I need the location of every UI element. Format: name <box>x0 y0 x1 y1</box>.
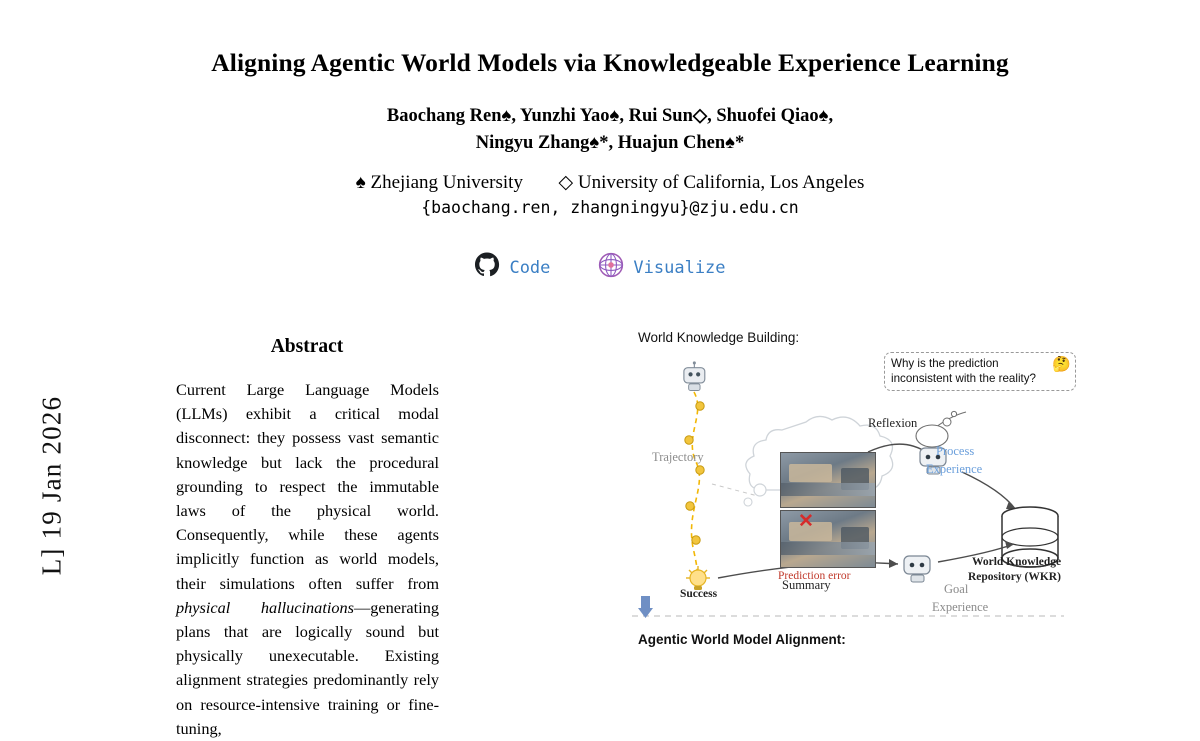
thinking-face-icon: 🤔 <box>1052 356 1071 373</box>
abstract-heading: Abstract <box>270 336 344 357</box>
label-process-experience-line1: Process <box>936 444 975 458</box>
affiliations <box>150 170 1070 196</box>
resource-links <box>0 252 1200 283</box>
label-reflexion: Reflexion <box>868 416 918 430</box>
abstract-part-1: Current Large Language Models (LLMs) exhibit a critical modal disconnect: they possess vast semantic knowledge but lack the procedural grounding to respect the immutable laws of the physical world. Consequently, while these agents implicitly function as world models, their simulations often suffer from <box>176 380 439 593</box>
author-list <box>150 103 1070 157</box>
label-process-experience-line2: Experience <box>926 462 983 476</box>
code-link-label: Code <box>509 257 551 278</box>
teaser-figure <box>632 330 1071 648</box>
arxiv-vertical-stamp: L] 19 Jan 2026 <box>36 395 67 576</box>
label-summary: Summary <box>782 578 831 592</box>
affiliation-2: University of California, Los Angeles <box>577 172 865 193</box>
label-wkr-line1: World Knowledge <box>972 556 1062 568</box>
reflexion-question-bubble: Why is the prediction inconsistent with the reality? 🤔 <box>884 352 1076 391</box>
visualize-link-label: Visualize <box>633 257 726 278</box>
affiliation-symbol-1: ♠ <box>355 172 366 193</box>
visualize-globe-icon <box>598 252 624 283</box>
label-goal-experience-line2: Experience <box>932 600 989 614</box>
author-line-2: Ningyu Zhang♠*, Huajun Chen♠* <box>475 133 745 153</box>
code-link[interactable] <box>474 252 550 283</box>
abstract-emphasis: physical hallucinations <box>176 597 354 617</box>
label-goal-experience-line1: Goal <box>944 582 969 596</box>
affiliation-symbol-2: ◇ <box>558 172 574 193</box>
visualize-link[interactable] <box>598 252 725 283</box>
page-title: Aligning Agentic World Models via Knowledgeable Experience Learning <box>211 48 1009 77</box>
label-trajectory: Trajectory <box>652 450 704 464</box>
prediction-error-x-icon: ✕ <box>798 511 814 532</box>
author-line-1: Baochang Ren♠, Yunzhi Yao♠, Rui Sun◇, Shuofei Qiao♠, <box>386 106 834 126</box>
contact-email: {baochang.ren, zhangningyu}@zju.edu.cn <box>421 198 799 217</box>
label-wkr-line2: Repository (WKR) <box>968 571 1061 583</box>
scene-photo-top <box>780 452 876 508</box>
figure-top-caption: World Knowledge Building: <box>638 330 800 345</box>
label-prediction-error: Prediction error <box>778 570 851 582</box>
abstract-part-2: —generating plans that are logically sound but physically unexecutable. Existing alignment strategies predominantly rely on resource-intensive training or fine-tuning, <box>176 597 439 738</box>
scene-photo-bottom <box>780 510 876 568</box>
label-success: Success <box>680 588 718 600</box>
abstract-text <box>176 378 439 741</box>
github-icon <box>474 252 500 283</box>
affiliation-1: Zhejiang University <box>370 172 523 193</box>
figure-bottom-caption: Agentic World Model Alignment: <box>638 632 846 647</box>
